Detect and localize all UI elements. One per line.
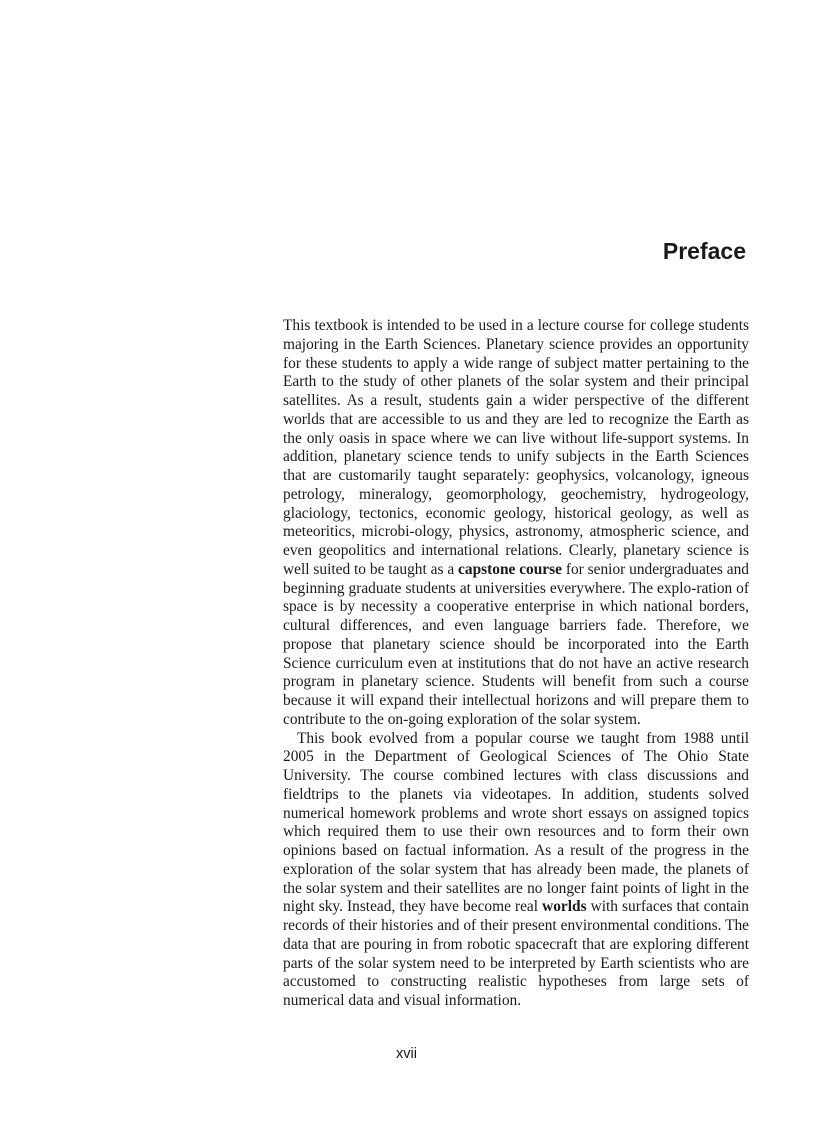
paragraph-1-text-a: This textbook is intended to be used in a lecture course for college students majoring in the Earth Sciences. Planetary science provides an opportunity for these students to apply a wide range of subject matter pertaining to the Earth to the study of other planets of the solar system and their principal satellites. As a result, students gain a wider perspective of the different worlds that are accessible to us and they are led to recognize the Earth as the only oasis in space where we can live without life-support systems. In addition, planetary science tends to unify subjects in the Earth Sciences that are customarily taught separately: geophysics, volcanology, igneous petrology, mineralogy, geomorphology, geochemistry, hydrogeology, glaciology, tectonics, economic geology, historical geology, as well as meteoritics, microbi-ology, physics, astronomy, atmospheric science, and even geopolitics and international relations. Clearly, planetary science is well suited to be taught as a [283,317,749,578]
term-worlds: worlds [542,898,587,916]
term-capstone-course: capstone course [458,560,562,578]
page-number: xvii [396,1046,417,1062]
paragraph-1 [283,317,749,730]
paragraph-2 [283,730,749,1011]
paragraph-1-text-b: for senior undergraduates and beginning graduate students at universities everywhere. The explo-ration of space is by necessity a cooperative enterprise in which national borders, cultural differences, and even language barriers fade. Therefore, we propose that planetary science should be incorporated into the Earth Science curriculum even at institutions that do not have an active research program in planetary science. Students will benefit from such a course because it will expand their intellectual horizons and will prepare them to contribute to the on-going exploration of the solar system. [283,560,749,728]
paragraph-2-text-a: This book evolved from a popular course we taught from 1988 until 2005 in the Department of Geological Sciences of The Ohio State University. The course combined lectures with class discussions and fieldtrips to the planets via videotapes. In addition, students solved numerical homework problems and wrote short essays on assigned topics which required them to use their own resources and to form their own opinions based on factual information. As a result of the progress in the exploration of the solar system that has already been made, the planets of the solar system and their satellites are no longer faint points of light in the night sky. Instead, they have become real [283,729,749,916]
paragraph-2-text-b: with surfaces that contain records of their histories and of their present environmental conditions. The data that are pouring in from robotic spacecraft that are exploring different parts of the solar system need to be interpreted by Earth scientists who are accustomed to constructing realistic hypotheses from large sets of numerical data and visual information. [283,898,749,1009]
body-text [283,317,749,1011]
chapter-title: Preface [662,238,746,264]
